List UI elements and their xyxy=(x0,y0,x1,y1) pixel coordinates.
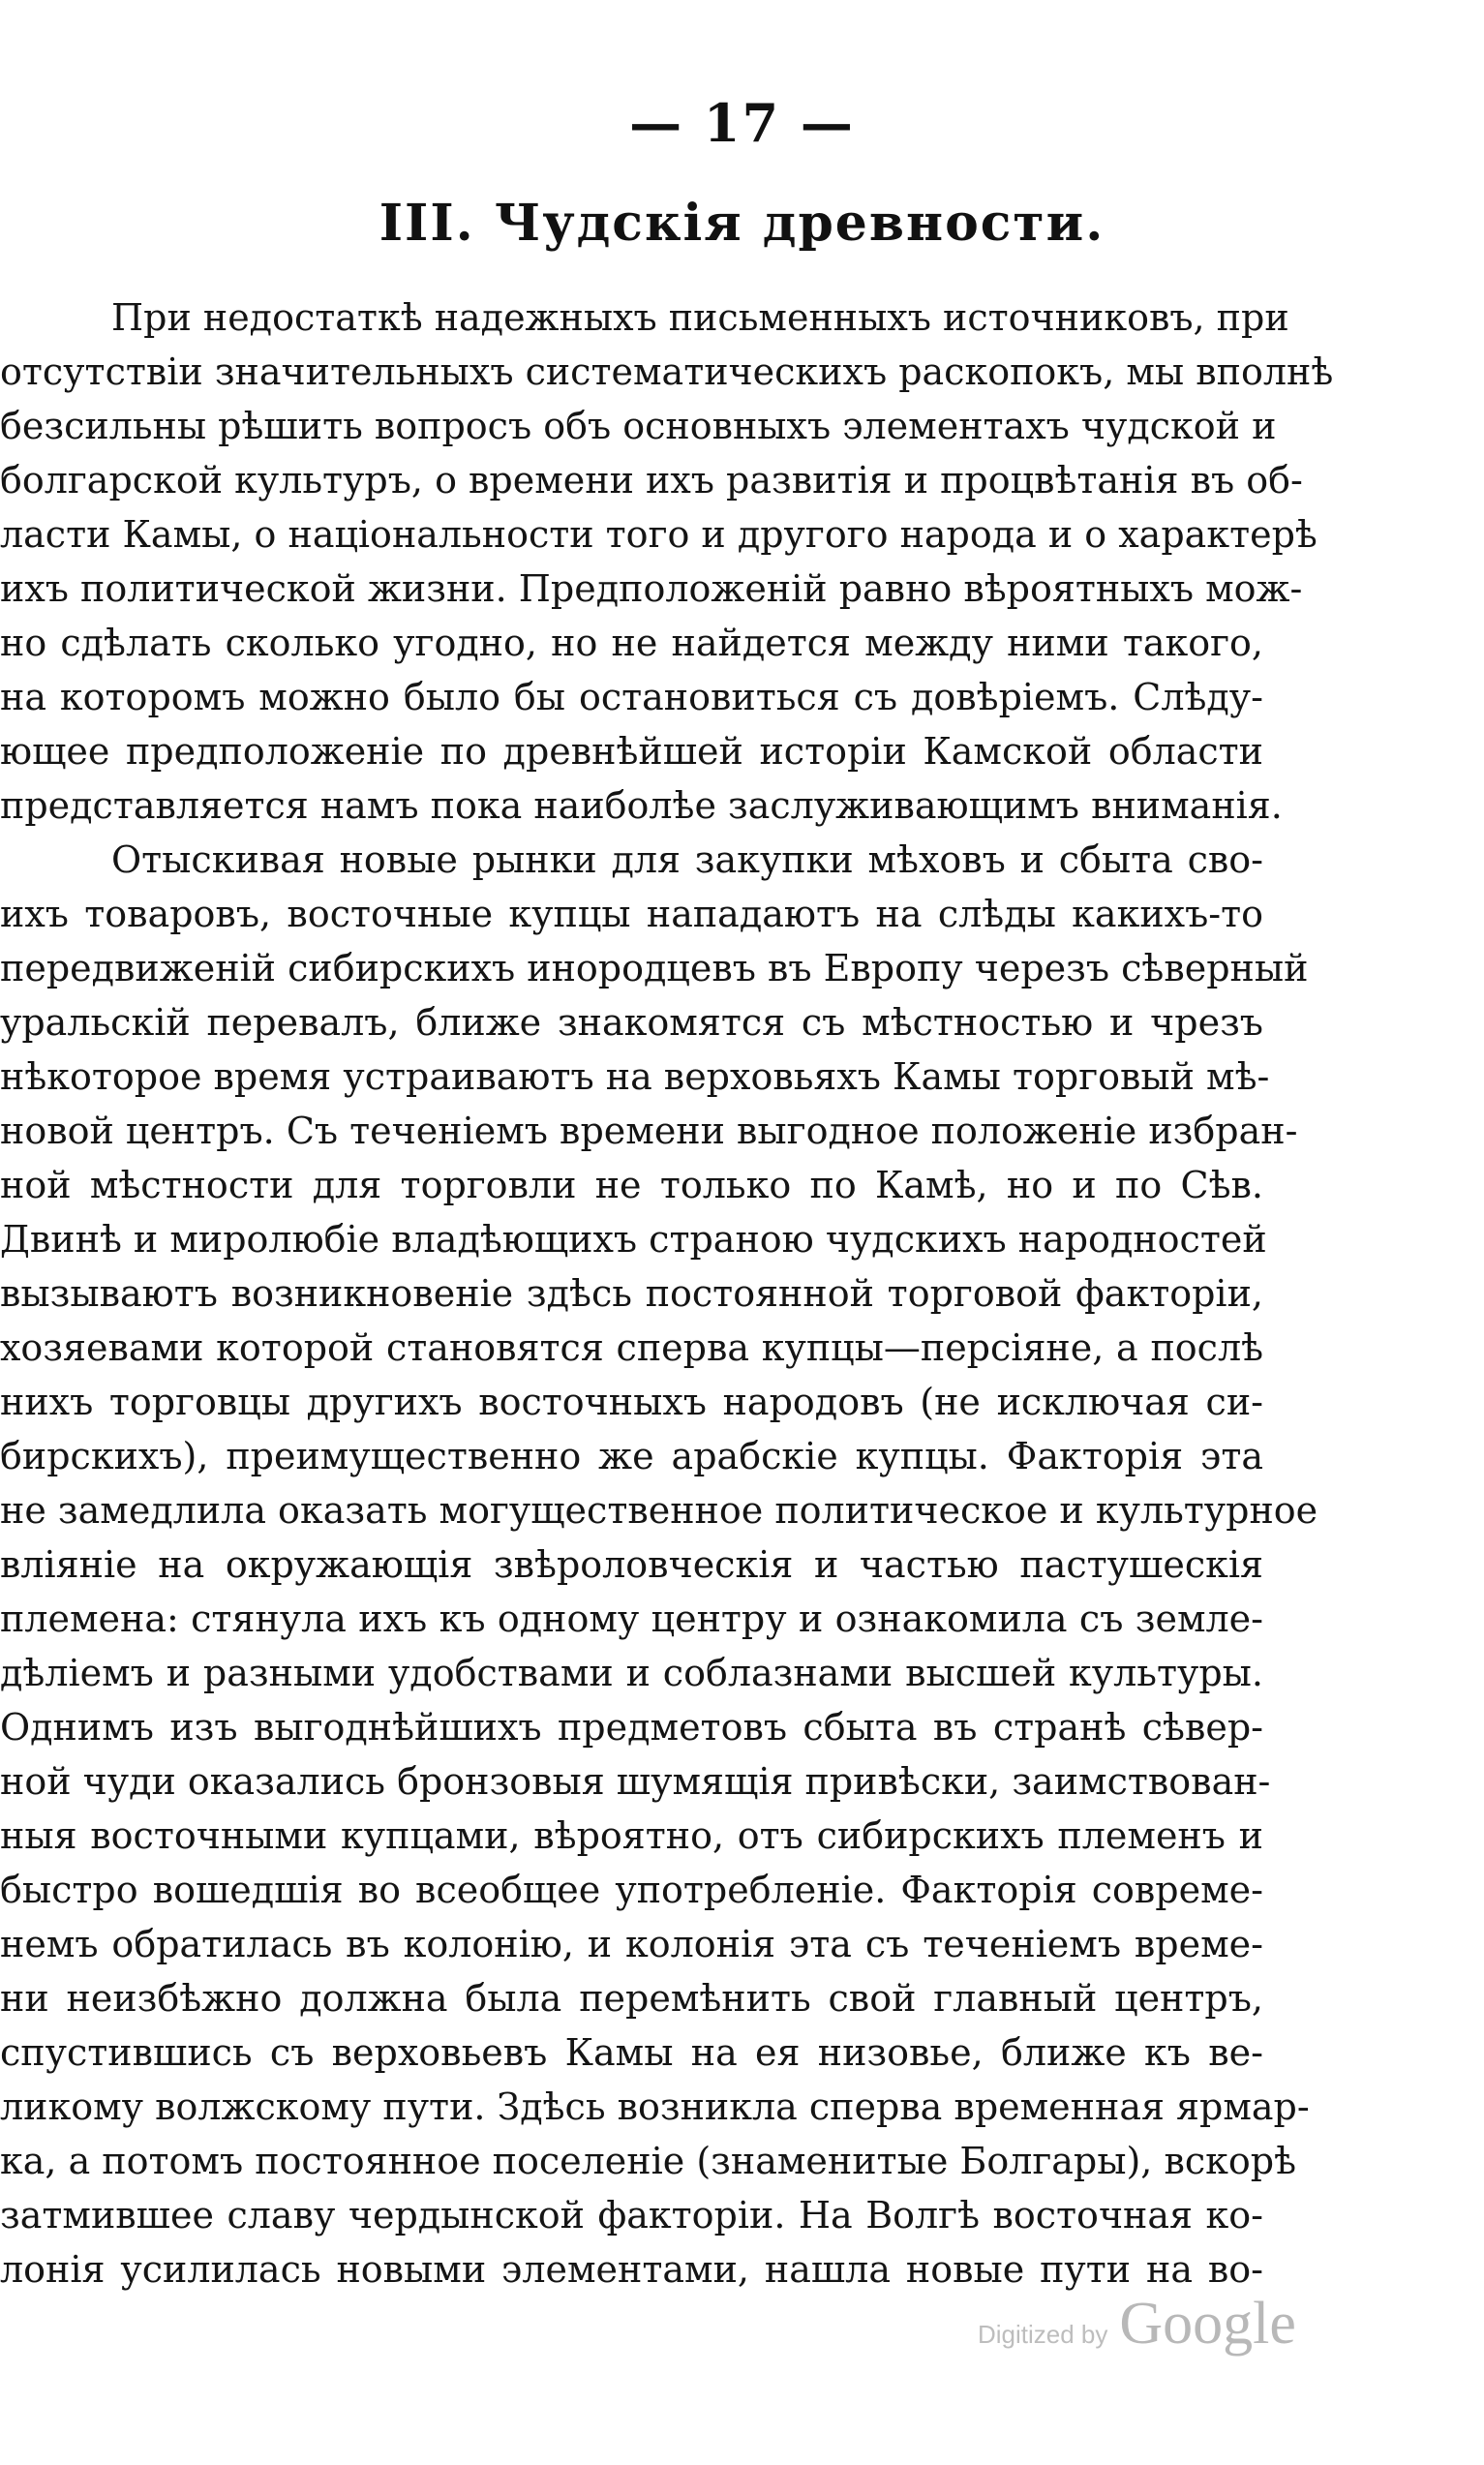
text-line: не замедлила оказать могущественное политическое и культурное xyxy=(0,1489,1318,1532)
text-line: дѣліемъ и разными удобствами и соблазнами высшей культуры. xyxy=(0,1652,1263,1694)
google-logo: Google xyxy=(1119,2291,1296,2357)
page-number: — 17 — xyxy=(629,92,855,154)
text-line: хозяевами которой становятся сперва купцы—персіяне, а послѣ xyxy=(0,1326,1263,1369)
text-line: лонія усилилась новыми элементами, нашла новые пути на во- xyxy=(0,2248,1263,2291)
text-line: нѣкоторое время устраиваютъ на верховьяхъ Камы торговый мѣ- xyxy=(0,1055,1270,1098)
text-line: затмившее славу чердынской факторіи. На Волгѣ восточная ко- xyxy=(0,2194,1263,2237)
text-line: на которомъ можно было бы остановиться съ довѣріемъ. Слѣду- xyxy=(0,676,1263,718)
text-line: уральскій перевалъ, ближе знакомятся съ мѣстностью и чрезъ xyxy=(0,1001,1263,1044)
text-line: спустившись съ верховьевъ Камы на ея низовье, ближе къ ве- xyxy=(0,2031,1263,2074)
text-line: ющее предположеніе по древнѣйшей исторіи Камской области xyxy=(0,730,1263,773)
digitized-watermark xyxy=(978,2290,1384,2367)
text-line: болгарской культуръ, о времени ихъ развитія и процвѣтанія въ об- xyxy=(0,459,1303,502)
text-line: безсильны рѣшить вопросъ объ основныхъ элементахъ чудской и xyxy=(0,405,1277,447)
text-line: ихъ политической жизни. Предположеній равно вѣроятныхъ мож- xyxy=(0,567,1303,610)
text-line: Двинѣ и миролюбіе владѣющихъ страною чудскихъ народностей xyxy=(0,1218,1267,1261)
text-line: ликому волжскому пути. Здѣсь возникла сперва временная ярмар- xyxy=(0,2085,1310,2128)
text-line: новой центръ. Съ теченіемъ времени выгодное положеніе избран- xyxy=(0,1110,1298,1152)
text-line: немъ обратилась въ колонію, и колонія эта съ теченіемъ време- xyxy=(0,1923,1263,1965)
text-line: но сдѣлать сколько угодно, но не найдется между ними такого, xyxy=(0,622,1263,664)
text-line: нихъ торговцы другихъ восточныхъ народовъ (не исключая си- xyxy=(0,1381,1263,1423)
text-line: ласти Камы, о національности того и другого народа и о характерѣ xyxy=(0,513,1317,556)
text-line: отсутствіи значительныхъ систематическихъ раскопокъ, мы вполнѣ xyxy=(0,350,1334,393)
text-line: вліяніе на окружающія звѣроловческія и частью пастушескія xyxy=(0,1543,1263,1586)
text-line: быстро вошедшія во всеобщее употребленіе. Факторія совреме- xyxy=(0,1869,1263,1911)
text-line: передвиженій сибирскихъ инородцевъ въ Европу черезъ сѣверный xyxy=(0,947,1309,989)
text-line: представляется намъ пока наиболѣе заслуживающимъ вниманія. xyxy=(0,784,1283,827)
text-line: ни неизбѣжно должна была перемѣнить свой главный центръ, xyxy=(0,1977,1263,2020)
text-line: При недостаткѣ надежныхъ письменныхъ источниковъ, при xyxy=(111,296,1289,339)
text-line: ной мѣстности для торговли не только по Камѣ, но и по Сѣв. xyxy=(0,1164,1263,1206)
chapter-title: III. Чудскія древности. xyxy=(379,194,1105,253)
text-line: ной чуди оказались бронзовыя шумящія привѣски, заимствован- xyxy=(0,1760,1271,1803)
text-line: ка, а потомъ постоянное поселеніе (знаменитые Болгары), вскорѣ xyxy=(0,2140,1296,2182)
text-line: Однимъ изъ выгоднѣйшихъ предметовъ сбыта въ странѣ сѣвер- xyxy=(0,1706,1263,1749)
text-line: племена: стянула ихъ къ одному центру и ознакомила съ земле- xyxy=(0,1598,1263,1640)
text-line: Отыскивая новые рынки для закупки мѣховъ и сбыта сво- xyxy=(111,838,1263,881)
text-line: ныя восточными купцами, вѣроятно, отъ сибирскихъ племенъ и xyxy=(0,1814,1263,1857)
text-line: ихъ товаровъ, восточные купцы нападаютъ на слѣды какихъ-то xyxy=(0,893,1263,935)
text-line: бирскихъ), преимущественно же арабскіе купцы. Факторія эта xyxy=(0,1435,1263,1477)
text-line: вызываютъ возникновеніе здѣсь постоянной торговой факторіи, xyxy=(0,1272,1263,1315)
watermark-prefix: Digitized by xyxy=(978,2320,1108,2349)
